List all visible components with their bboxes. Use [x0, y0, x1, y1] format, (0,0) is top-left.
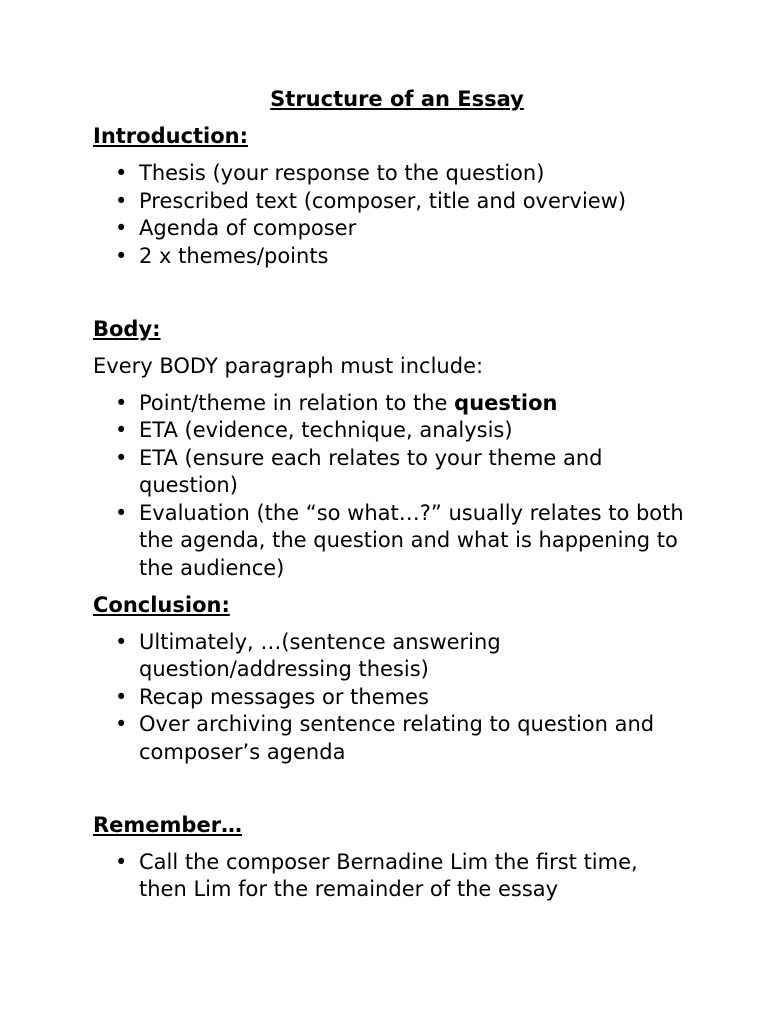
section-spacer: [93, 766, 688, 802]
conclusion-list: [93, 629, 688, 767]
introduction-list: [93, 160, 688, 270]
bullet-icon: •: [115, 849, 128, 874]
bullet-icon: •: [115, 161, 128, 185]
list-item: • Prescribed text (composer, title and overview): [93, 188, 688, 216]
list-item: • Ultimately, …(sentence answering question/addressing thesis): [115, 629, 501, 681]
list-item: • ETA (evidence, technique, analysis): [93, 417, 688, 445]
bullet-icon: •: [115, 243, 128, 268]
bullet-icon: •: [115, 684, 128, 709]
bullet-icon: •: [115, 216, 128, 240]
bullet-icon: •: [115, 712, 128, 736]
bullet-icon: •: [115, 629, 128, 654]
introduction-heading: Introduction:: [93, 124, 249, 148]
list-item: • Thesis (your response to the question): [93, 160, 688, 188]
body-section: [93, 316, 688, 583]
body-heading: Body:: [93, 316, 161, 341]
body-list: [93, 390, 688, 583]
remember-list: [93, 849, 688, 904]
list-item: • Over archiving sentence relating to question and composer’s agenda: [115, 712, 655, 764]
body-intro-text: Every BODY paragraph must include:: [93, 353, 484, 378]
introduction-section: [93, 123, 688, 270]
list-item: • Evaluation (the “so what…?” usually relates to both the agenda, the question and what is happening to the audience): [115, 500, 684, 580]
conclusion-section: [93, 592, 688, 767]
document-title: Structure of an Essay: [270, 87, 524, 111]
remember-heading: Remember…: [93, 812, 243, 837]
conclusion-heading: Conclusion:: [93, 592, 230, 617]
list-item: • Call the composer Bernadine Lim the first time, then Lim for the remainder of the essay: [115, 849, 638, 901]
list-item: • 2 x themes/points: [93, 243, 688, 271]
bullet-icon: •: [115, 188, 128, 213]
list-item: • Point/theme in relation to the question: [93, 390, 688, 418]
list-item: • Agenda of composer: [93, 215, 688, 243]
bullet-icon: •: [115, 418, 128, 442]
section-spacer: [93, 270, 688, 306]
bullet-icon: •: [115, 445, 128, 470]
list-item: • ETA (ensure each relates to your theme and question): [115, 445, 603, 497]
bullet-icon: •: [115, 500, 128, 525]
remember-section: [93, 812, 688, 904]
bullet-icon: •: [115, 390, 128, 415]
list-item: • Recap messages or themes: [93, 684, 688, 712]
emphasis-text: question: [454, 390, 558, 415]
